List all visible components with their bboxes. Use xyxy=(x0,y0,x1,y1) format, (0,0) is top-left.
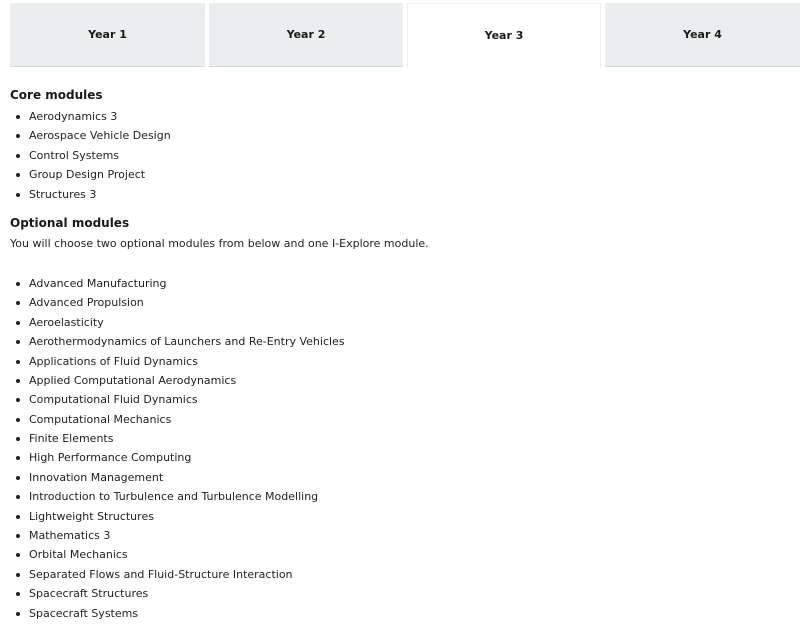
module-list-item: Separated Flows and Fluid-Structure Interaction xyxy=(10,565,790,584)
module-list-item: Structures 3 xyxy=(10,185,790,204)
optional-modules-list xyxy=(10,274,790,623)
module-list-item: Introduction to Turbulence and Turbulence Modelling xyxy=(10,487,790,506)
core-modules-list xyxy=(10,107,790,204)
tab-panel-year-3 xyxy=(10,86,790,623)
module-list-item: Aeroelasticity xyxy=(10,313,790,332)
module-list-item: Orbital Mechanics xyxy=(10,545,790,564)
optional-modules-heading: Optional modules xyxy=(10,215,130,230)
module-list-item: Finite Elements xyxy=(10,429,790,448)
module-list-item: Control Systems xyxy=(10,146,790,165)
module-list-item: Aerothermodynamics of Launchers and Re-Entry Vehicles xyxy=(10,332,790,351)
module-list-item: High Performance Computing xyxy=(10,448,790,467)
module-list-item: Advanced Propulsion xyxy=(10,293,790,312)
year-tabs xyxy=(10,3,800,67)
tab-year-2[interactable]: Year 2 xyxy=(209,3,403,67)
module-list-item: Mathematics 3 xyxy=(10,526,790,545)
module-list-item: Applied Computational Aerodynamics xyxy=(10,371,790,390)
module-list-item: Innovation Management xyxy=(10,468,790,487)
module-list-item: Advanced Manufacturing xyxy=(10,274,790,293)
module-list-item: Aerospace Vehicle Design xyxy=(10,126,790,145)
optional-modules-intro: You will choose two optional modules from below and one I-Explore module. xyxy=(10,236,429,250)
tab-year-3[interactable]: Year 3 xyxy=(407,3,601,67)
tab-year-1[interactable]: Year 1 xyxy=(10,3,205,67)
module-list-item: Spacecraft Systems xyxy=(10,604,790,623)
module-list-item: Aerodynamics 3 xyxy=(10,107,790,126)
core-modules-heading: Core modules xyxy=(10,88,103,102)
module-list-item: Computational Mechanics xyxy=(10,410,790,429)
module-list-item: Lightweight Structures xyxy=(10,507,790,526)
module-list-item: Group Design Project xyxy=(10,165,790,184)
module-list-item: Spacecraft Structures xyxy=(10,584,790,603)
module-list-item: Applications of Fluid Dynamics xyxy=(10,352,790,371)
module-list-item: Computational Fluid Dynamics xyxy=(10,390,790,409)
tab-year-4[interactable]: Year 4 xyxy=(605,3,800,67)
